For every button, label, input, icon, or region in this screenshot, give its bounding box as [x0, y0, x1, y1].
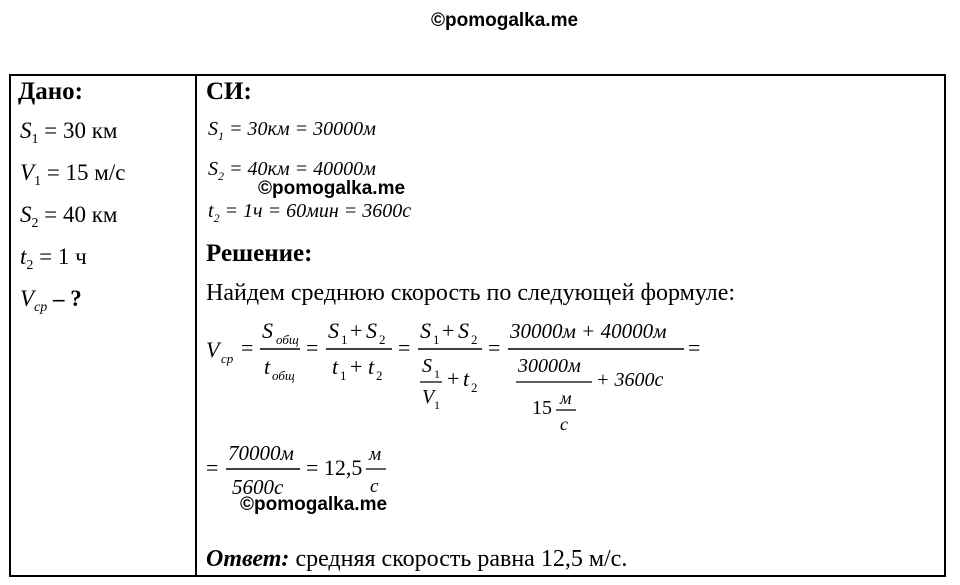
frac2-den-t2-sub: 2: [376, 368, 383, 383]
frac2-den-t1: t: [332, 354, 339, 379]
result-value: = 12,5: [306, 455, 363, 480]
frac3-num-s1: S: [420, 318, 431, 343]
given-t2: $t_2 = 1$ ч: [20, 244, 87, 273]
watermark-top: ©pomogalka.me: [431, 10, 579, 31]
formula-eq-2: =: [306, 335, 319, 360]
answer-line: [206, 546, 627, 573]
si-s1: $S_1 = 30км = 30000м$: [208, 118, 376, 143]
si-s2: $S_2 = 40км = 40000м$: [208, 158, 376, 183]
result-unit-num: м: [369, 444, 382, 465]
frac1-den: t: [264, 354, 271, 379]
frac1-num-sub: общ: [276, 332, 299, 347]
frac3-num-plus: +: [442, 318, 455, 343]
formula-eq-1: =: [241, 335, 254, 360]
formula-lhs-v: V: [206, 337, 220, 362]
given-v1: $V_1 = 15$ м/с: [20, 160, 126, 189]
frac4-den-a: 30000м: [518, 355, 581, 377]
frac3-num-s1-sub: 1: [433, 332, 440, 347]
watermark-middle: ©pomogalka.me: [258, 178, 406, 199]
frac2-num-s1: S: [328, 318, 339, 343]
answer-text: средняя скорость равна 12,5 м/с.: [289, 546, 628, 572]
frac3-den-plus: +: [447, 366, 460, 391]
formula-eq-3: =: [398, 335, 411, 360]
result-num: 70000м: [228, 441, 294, 465]
frac4-den-c-coef: 15: [532, 397, 552, 419]
frac3-inner-den-sub: 1: [434, 398, 440, 412]
result-eq: =: [206, 455, 219, 480]
frac4-den-b: + 3600с: [596, 369, 664, 391]
solution-intro: Найдем среднюю скорость по следующей формуле:: [206, 280, 736, 306]
formula-eq-5: =: [688, 335, 701, 360]
frac2-num-s2: S: [366, 318, 377, 343]
frac3-num-s2: S: [458, 318, 469, 343]
frac2-den-t1-sub: 1: [340, 368, 347, 383]
solution-title: Решение:: [206, 240, 313, 267]
frac1-num: S: [262, 318, 273, 343]
frac3-num-s2-sub: 2: [471, 332, 478, 347]
frac2-num-s2-sub: 2: [379, 332, 386, 347]
frac3-den-t2: t: [463, 366, 470, 391]
given-s2: $S_2 = 40$ км: [20, 202, 118, 231]
frac2-den-plus: +: [350, 354, 363, 379]
given-title: Дано:: [18, 78, 83, 105]
frac3-inner-num: S: [422, 355, 432, 377]
si-t2: $t_2 = 1ч = 60мин = 3600с$: [208, 200, 412, 225]
answer-label: Ответ:: [206, 546, 290, 572]
frac3-inner-num-sub: 1: [434, 367, 440, 381]
frac4-den-c-den: с: [560, 414, 568, 434]
result-den: 5600с: [232, 475, 284, 499]
given-s1: $S_1 = 30$ км: [20, 118, 118, 147]
result-unit-den: с: [370, 476, 379, 497]
si-title: СИ:: [206, 78, 252, 105]
given-vcp-question: $V_{ср}$ – ?: [20, 286, 82, 315]
watermark-bottom: ©pomogalka.me: [240, 494, 388, 515]
frac3-den-t2-sub: 2: [471, 380, 478, 395]
frac4-den-c-num: м: [560, 388, 572, 408]
frac3-inner-den: V: [422, 386, 435, 408]
formula-eq-4: =: [488, 335, 501, 360]
frac2-num-plus: +: [350, 318, 363, 343]
frac4-num: 30000м + 40000м: [510, 319, 667, 343]
frac1-den-sub: общ: [272, 368, 295, 383]
frac2-den-t2: t: [368, 354, 375, 379]
frac2-num-s1-sub: 1: [341, 332, 348, 347]
formula-lhs-sub: ср: [221, 351, 234, 366]
